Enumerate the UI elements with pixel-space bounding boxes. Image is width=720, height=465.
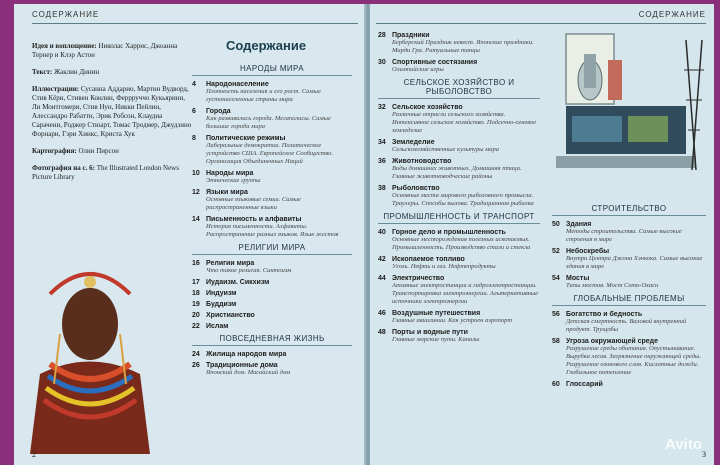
toc-entry-subtitle: Что такое религия. Синтоизм xyxy=(206,267,292,274)
toc-entry-subtitle: Берберский Праздник невест. Японские праздники. Марди Гра. Ритуальные танцы xyxy=(392,39,534,54)
toc-entry-text xyxy=(392,185,540,208)
section-heading: СТРОИТЕЛЬСТВО xyxy=(552,204,706,216)
toc-entry-heading: Животноводство xyxy=(392,158,452,165)
toc-entry-heading: Народы мира xyxy=(206,170,254,177)
toc-entry-subtitle: Как развивались города. Мегаполисы. Самые большие города мира xyxy=(206,115,331,130)
credit-line xyxy=(32,68,192,77)
toc-entry-heading: Индуизм xyxy=(206,290,237,297)
toc-page-number: 24 xyxy=(192,351,200,358)
toc-entry-text xyxy=(206,362,352,377)
toc-entry-heading: Народонаселение xyxy=(206,81,269,88)
toc-page-number: 60 xyxy=(552,381,560,388)
section-heading: РЕЛИГИИ МИРА xyxy=(192,243,352,255)
toc-entry-heading: Богатство и бедность xyxy=(566,311,643,318)
toc-entry-heading: Традиционные дома xyxy=(206,362,278,369)
page-number: 3 xyxy=(702,450,706,459)
toc-entry-subtitle: Внутри Центра Джона Хэнкока. Самые высокие здания в мире xyxy=(566,255,703,270)
toc-entry-subtitle: Методы строительства. Самые высокие строения в мире xyxy=(566,228,682,243)
toc-entry-heading: Воздушные путешествия xyxy=(392,310,481,317)
toc-page-number: 44 xyxy=(378,275,386,282)
toc-entry-subtitle: Олимпийские игры xyxy=(392,66,444,73)
toc-entry xyxy=(192,312,352,319)
toc-entry-subtitle: Сельскохозяйственные культуры мира xyxy=(392,146,499,153)
toc-entry-heading: Письменность и алфавиты xyxy=(206,216,302,223)
toc-entry-text xyxy=(206,279,352,286)
toc-entry xyxy=(192,170,352,185)
toc-entry xyxy=(552,338,706,377)
right-page xyxy=(370,4,714,465)
toc-entry-text xyxy=(206,301,352,308)
section-heading: ПОВСЕДНЕВНАЯ ЖИЗНЬ xyxy=(192,334,352,346)
toc-entry xyxy=(378,185,540,208)
credit-label: Фотография на с. 6: xyxy=(32,164,95,172)
toc-entry-text xyxy=(392,275,540,306)
credit-label: Картография: xyxy=(32,147,77,155)
toc-page-number: 19 xyxy=(192,301,200,308)
toc-entry-heading: Христианство xyxy=(206,312,255,319)
section-heading: ГЛОБАЛЬНЫЕ ПРОБЛЕМЫ xyxy=(552,294,706,306)
toc-entry-text xyxy=(206,312,352,319)
header-rule xyxy=(376,23,706,24)
left-page xyxy=(14,4,366,465)
avito-watermark: Avito xyxy=(665,436,702,453)
toc-title: Содержание xyxy=(226,38,307,53)
toc-entry-heading: Жилища народов мира xyxy=(206,351,287,358)
toc-entry xyxy=(552,311,706,334)
toc-entry xyxy=(192,216,352,239)
toc-page-number: 54 xyxy=(552,275,560,282)
book-spread xyxy=(14,4,714,465)
toc-entry-heading: Буддизм xyxy=(206,301,237,308)
credit-text: The Illustrated London News Picture Library xyxy=(32,164,179,181)
toc-entry-text xyxy=(566,311,706,334)
toc-page-number: 22 xyxy=(192,323,200,330)
toc-entry xyxy=(378,59,540,74)
toc-entry xyxy=(378,256,540,271)
toc-entry-heading: Иудаизм. Сикхизм xyxy=(206,279,270,286)
toc-entry-heading: Порты и водные пути xyxy=(392,329,468,336)
toc-entry-text xyxy=(206,323,352,330)
credit-line xyxy=(32,147,192,156)
toc-entry xyxy=(192,108,352,131)
toc-entry xyxy=(378,229,540,252)
power-plant-illustration xyxy=(546,30,706,180)
toc-entry-heading: Здания xyxy=(566,221,592,228)
toc-entry-heading: Мосты xyxy=(566,275,590,282)
toc-entry xyxy=(552,221,706,244)
maasai-woman-photo xyxy=(20,254,160,454)
toc-entry-heading: Земледелие xyxy=(392,139,435,146)
toc-entry-subtitle: Либеральные демократии. Политическое устройство США. Европейское Сообщество. Организация Объединенных Наций xyxy=(206,142,333,165)
toc-page-number: 42 xyxy=(378,256,386,263)
toc-entry-subtitle: Главные морские пути. Каналы xyxy=(392,336,480,343)
toc-entry-subtitle: Основные места мирового рыболовного промысла. Траулеры. Способы вылова. Традиционная рыбалка xyxy=(392,192,534,207)
toc-page-number: 36 xyxy=(378,158,386,165)
toc-entry-subtitle: Различные отрасли сельского хозяйства. Интенсивное сельское хозяйство. Подсечно-огневое земледелие xyxy=(392,111,537,134)
toc-entry xyxy=(378,329,540,344)
credit-text: Сусанна Аддарио, Мартин Вудворд, Стив Кёрн, Стивен Конлин, Феррруччо Кукьярини, Ли Монтгомери, Стив Нун, Никки Пейлин, Алессандро Рабатти, Эрик Робсон, Клаудиа Сарачени, Роджер Стюарт, Томас Тродмер, Джудзино Форнари, Гэри Хинкс, Криста Хук xyxy=(32,85,192,138)
toc-entry-text xyxy=(206,170,352,185)
toc-entry xyxy=(192,260,352,275)
toc-entry xyxy=(552,275,706,290)
toc-page-number: 48 xyxy=(378,329,386,336)
toc-entry-heading: Горное дело и промышленность xyxy=(392,229,506,236)
toc-entry xyxy=(192,301,352,308)
toc-entry-text xyxy=(206,351,352,358)
toc-entry-text xyxy=(566,221,706,244)
toc-entry-heading: Ископаемое топливо xyxy=(392,256,465,263)
toc-entry-text xyxy=(392,329,540,344)
toc-entry xyxy=(552,248,706,271)
toc-column-left xyxy=(192,60,352,381)
toc-entry-text xyxy=(566,248,706,271)
header-rule xyxy=(32,23,358,24)
toc-entry-text xyxy=(206,189,352,212)
credit-label: Текст: xyxy=(32,68,53,76)
toc-page-number: 17 xyxy=(192,279,200,286)
toc-entry-subtitle: Плотность населения и его рост. Самые густонаселенные страны мира xyxy=(206,88,321,103)
toc-entry xyxy=(192,362,352,377)
toc-entry xyxy=(378,158,540,181)
toc-entry xyxy=(378,104,540,135)
toc-page-number: 40 xyxy=(378,229,386,236)
toc-page-number: 46 xyxy=(378,310,386,317)
toc-entry-text xyxy=(392,139,540,154)
toc-entry-heading: Города xyxy=(206,108,231,115)
credit-text: Жаклин Динин xyxy=(52,68,100,76)
toc-column-middle xyxy=(378,32,540,348)
toc-entry xyxy=(192,351,352,358)
toc-entry-heading: Религии мира xyxy=(206,260,255,267)
toc-page-number: 58 xyxy=(552,338,560,345)
credit-label: Идея и воплощение: xyxy=(32,42,97,50)
toc-entry-text xyxy=(392,59,540,74)
toc-page-number: 32 xyxy=(378,104,386,111)
running-head: СОДЕРЖАНИЕ xyxy=(32,10,100,19)
toc-entry xyxy=(192,81,352,104)
toc-entry-text xyxy=(206,81,352,104)
toc-page-number: 26 xyxy=(192,362,200,369)
toc-page-number: 50 xyxy=(552,221,560,228)
toc-entry-subtitle: Разрушение среды обитания. Опустынивание. Вырубка лесов. Загрязнение окружающей среды. Разрушение озонового слоя. Кислотные дожди. Глобальное потепление xyxy=(566,345,702,376)
toc-entry xyxy=(378,32,540,55)
toc-entry-heading: Языки мира xyxy=(206,189,248,196)
toc-entry-subtitle: Типы мостов. Мост Сето-Охаси xyxy=(566,282,659,289)
toc-entry-text xyxy=(206,108,352,131)
toc-page-number: 52 xyxy=(552,248,560,255)
toc-entry-subtitle: Уголь. Нефть и газ. Нефтепродукты xyxy=(392,263,496,270)
toc-entry xyxy=(378,275,540,306)
toc-page-number: 18 xyxy=(192,290,200,297)
running-head: СОДЕРЖАНИЕ xyxy=(638,10,706,19)
toc-entry xyxy=(192,135,352,166)
toc-page-number: 6 xyxy=(192,108,196,115)
toc-entry-text xyxy=(206,260,352,275)
credit-text: Николас Харрис, Джоанна Тернер и Клэр Астон xyxy=(32,42,178,59)
toc-column-right xyxy=(552,200,706,392)
toc-entry-heading: Праздники xyxy=(392,32,430,39)
toc-entry-subtitle: Виды домашних животных. Домашняя птица. Главные животноводческие районы xyxy=(392,165,522,180)
toc-entry xyxy=(378,139,540,154)
toc-entry-text xyxy=(566,275,706,290)
toc-entry-heading: Сельское хозяйство xyxy=(392,104,463,111)
toc-entry-heading: Электричество xyxy=(392,275,445,282)
toc-entry xyxy=(192,323,352,330)
toc-entry-text xyxy=(206,290,352,297)
credit-text: Олин Пирсон xyxy=(76,147,119,155)
toc-entry-text xyxy=(392,158,540,181)
toc-entry-subtitle: Детская смертность. Валовой внутренний продукт. Трущобы xyxy=(566,318,687,333)
toc-entry-text xyxy=(392,32,540,55)
toc-entry-heading: Рыболовство xyxy=(392,185,440,192)
toc-entry-subtitle: Атомные электростанции и гидроэлектростанции. Транспортировка электроэнергии. Альтернативные источники электроэнергии xyxy=(392,282,539,305)
toc-entry-subtitle: Основные языковые семьи. Самые распространенные языки xyxy=(206,196,301,211)
toc-entry xyxy=(378,310,540,325)
toc-entry-subtitle: История письменности. Алфавиты. Распространение разных языков. Язык жестов xyxy=(206,223,339,238)
toc-page-number: 34 xyxy=(378,139,386,146)
toc-page-number: 4 xyxy=(192,81,196,88)
toc-entry-heading: Ислам xyxy=(206,323,229,330)
toc-page-number: 38 xyxy=(378,185,386,192)
toc-entry-subtitle: Основные месторождения полезных ископаемых. Промышленность. Производство стали и стекла xyxy=(392,236,531,251)
toc-entry xyxy=(192,189,352,212)
toc-entry-heading: Спортивные состязания xyxy=(392,59,478,66)
toc-entry xyxy=(192,290,352,297)
toc-entry-text xyxy=(206,135,352,166)
credit-line xyxy=(32,164,192,182)
credit-line xyxy=(32,42,192,60)
toc-entry-subtitle: Японский дом. Масайский дом xyxy=(206,369,291,376)
toc-entry-heading: Глоссарий xyxy=(566,381,603,388)
toc-entry-text xyxy=(566,338,706,377)
toc-entry-text xyxy=(206,216,352,239)
toc-page-number: 12 xyxy=(192,189,200,196)
toc-entry-heading: Политические режимы xyxy=(206,135,286,142)
toc-entry-text xyxy=(392,310,540,325)
toc-page-number: 8 xyxy=(192,135,196,142)
toc-entry-text xyxy=(392,229,540,252)
toc-page-number: 16 xyxy=(192,260,200,267)
toc-entry-subtitle: Этнические группы xyxy=(206,177,261,184)
credit-line xyxy=(32,85,192,139)
section-heading: ПРОМЫШЛЕННОСТЬ И ТРАНСПОРТ xyxy=(378,212,540,224)
toc-entry-text xyxy=(392,256,540,271)
credits-block xyxy=(32,42,192,190)
toc-entry-heading: Небоскребы xyxy=(566,248,610,255)
toc-page-number: 30 xyxy=(378,59,386,66)
toc-page-number: 14 xyxy=(192,216,200,223)
toc-entry xyxy=(552,381,706,388)
section-heading: НАРОДЫ МИРА xyxy=(192,64,352,76)
toc-entry xyxy=(192,279,352,286)
toc-entry-text xyxy=(392,104,540,135)
toc-entry-subtitle: Главные авиалинии. Как устроен аэропорт xyxy=(392,317,513,324)
toc-entry-heading: Угроза окружающей среде xyxy=(566,338,658,345)
section-heading: СЕЛЬСКОЕ ХОЗЯЙСТВО И РЫБОЛОВСТВО xyxy=(378,78,540,99)
toc-page-number: 10 xyxy=(192,170,200,177)
toc-page-number: 28 xyxy=(378,32,386,39)
toc-entry-text xyxy=(566,381,706,388)
toc-page-number: 20 xyxy=(192,312,200,319)
toc-page-number: 56 xyxy=(552,311,560,318)
credit-label: Иллюстрации: xyxy=(32,85,80,93)
page-number: 2 xyxy=(32,450,36,459)
